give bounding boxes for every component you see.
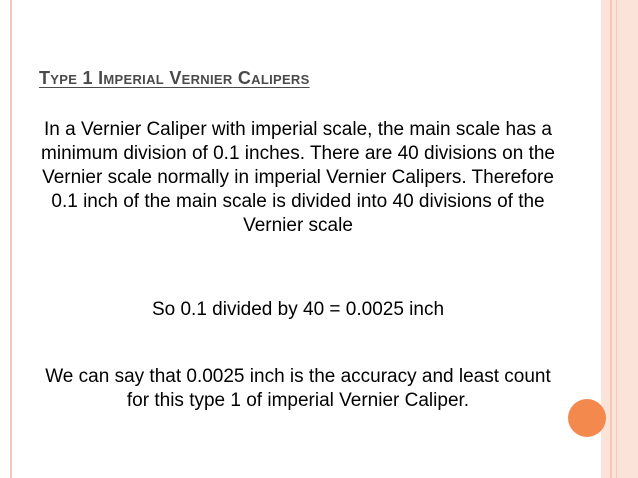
right-band-rule: [610, 0, 612, 478]
right-band-rule-thin: [616, 0, 617, 478]
slide-title: Type 1 Imperial Vernier Calipers: [39, 68, 310, 88]
left-decorative-rule: [10, 0, 12, 478]
body-paragraph-definition: In a Vernier Caliper with imperial scale, the main scale has a minimum division of 0.1 inches. There are 40 divisions on the Vernier scale normally in imperial Vernier Calipers. Therefore 0.1 inch of the main scale is divided into 40 divisions of the Vernier scale: [41, 119, 555, 236]
accent-circle: [568, 399, 606, 437]
right-decorative-band: [601, 0, 638, 478]
body-paragraph-conclusion: We can say that 0.0025 inch is the accuracy and least count for this type 1 of imperial Vernier Caliper.: [45, 366, 551, 411]
body-paragraph-calculation: So 0.1 divided by 40 = 0.0025 inch: [151, 299, 445, 320]
